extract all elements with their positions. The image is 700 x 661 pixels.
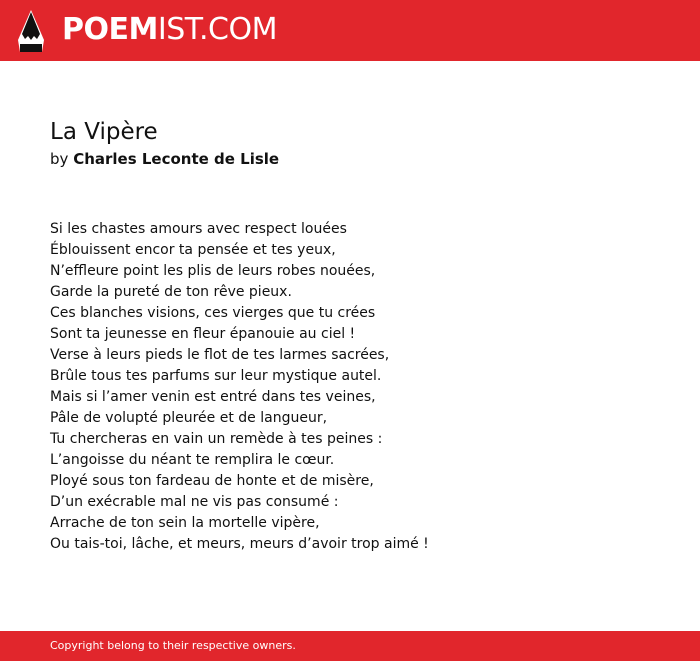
logo-text-bold: POEM [62,12,158,47]
poem-line: Pâle de volupté pleurée et de langueur, [50,410,328,426]
byline [50,149,279,169]
poem-line: Arrache de ton sein la mortelle vipère, [50,515,320,531]
poem-line: Tu chercheras en vain un remède à tes peines : [50,431,383,447]
poem-line: N’effleure point les plis de leurs robes nouées, [50,263,376,279]
poem-line: Sont ta jeunesse en fleur épanouie au ciel ! [50,326,356,342]
site-logo[interactable] [62,12,277,48]
site-header [0,0,700,61]
poem-line: Garde la pureté de ton rêve pieux. [50,284,292,300]
author-name: Charles Leconte de Lisle [73,150,280,168]
site-footer [0,631,700,661]
poem-line: L’angoisse du néant te remplira le cœur. [50,452,335,468]
poem-line: D’un exécrable mal ne vis pas consumé : [50,494,339,510]
poem-line: Ou tais-toi, lâche, et meurs, meurs d’avoir trop aimé ! [50,536,429,552]
poem-line: Brûle tous tes parfums sur leur mystique autel. [50,368,382,384]
poem-line: Si les chastes amours avec respect louées [50,221,347,237]
poem-line: Mais si l’amer venin est entré dans tes veines, [50,389,376,405]
pencil-tip-icon[interactable] [18,10,44,52]
logo-text-light: IST.COM [157,12,277,47]
poem-title: La Vipère [50,119,158,145]
poem-line: Verse à leurs pieds le flot de tes larmes sacrées, [50,347,390,363]
by-label: by [50,150,69,168]
poem-line: Ployé sous ton fardeau de honte et de misère, [50,473,374,489]
poem-line: Éblouissent encor ta pensée et tes yeux, [50,242,336,258]
poem-body [50,219,429,555]
copyright-text: Copyright belong to their respective owners. [50,639,296,652]
poem-line: Ces blanches visions, ces vierges que tu crées [50,305,376,321]
